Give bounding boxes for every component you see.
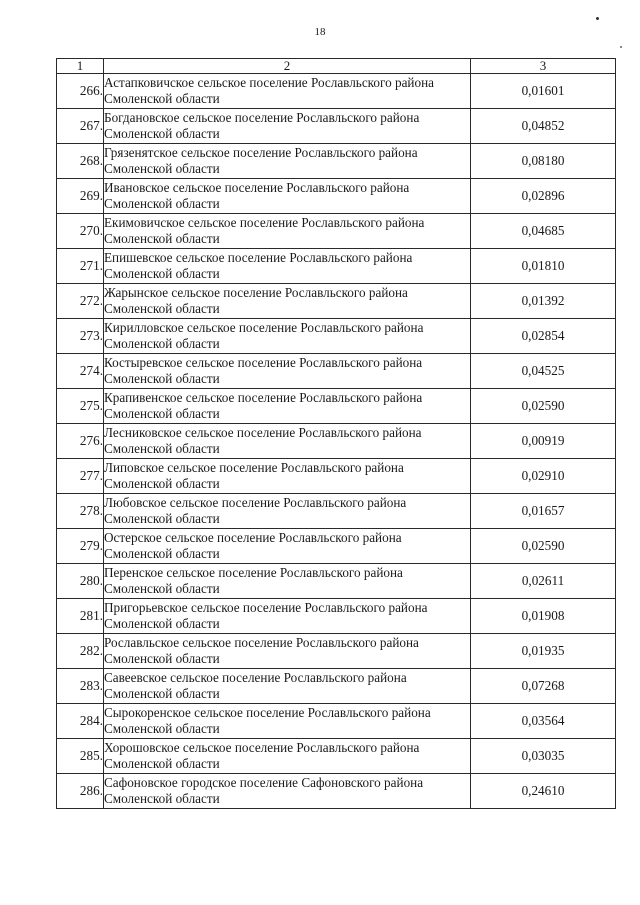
row-number: 267. — [57, 109, 104, 144]
settlement-name: Пригорьевское сельское поселение Рославльского района Смоленской области — [104, 599, 471, 634]
row-number: 272. — [57, 284, 104, 319]
row-number: 270. — [57, 214, 104, 249]
settlement-name: Астапковичское сельское поселение Рославльского района Смоленской области — [104, 74, 471, 109]
settlement-name: Лесниковское сельское поселение Рославльского района Смоленской области — [104, 424, 471, 459]
table-row — [57, 214, 616, 249]
coefficient-value: 0,02910 — [471, 459, 616, 494]
header-col-3: 3 — [471, 59, 616, 74]
settlement-name: Крапивенское сельское поселение Рославльского района Смоленской области — [104, 389, 471, 424]
row-number: 283. — [57, 669, 104, 704]
row-number: 280. — [57, 564, 104, 599]
coefficient-value: 0,04685 — [471, 214, 616, 249]
settlement-name: Ивановское сельское поселение Рославльского района Смоленской области — [104, 179, 471, 214]
settlement-name: Сафоновское городское поселение Сафоновского района Смоленской области — [104, 774, 471, 809]
row-number: 276. — [57, 424, 104, 459]
coefficient-value: 0,00919 — [471, 424, 616, 459]
settlement-name: Перенское сельское поселение Рославльского района Смоленской области — [104, 564, 471, 599]
row-number: 285. — [57, 739, 104, 774]
row-number: 268. — [57, 144, 104, 179]
settlement-name: Епишевское сельское поселение Рославльского района Смоленской области — [104, 249, 471, 284]
coefficient-value: 0,01392 — [471, 284, 616, 319]
coefficient-value: 0,02854 — [471, 319, 616, 354]
settlement-name: Жарынское сельское поселение Рославльского района Смоленской области — [104, 284, 471, 319]
row-number: 282. — [57, 634, 104, 669]
table-row — [57, 249, 616, 284]
settlement-name: Савеевское сельское поселение Рославльского района Смоленской области — [104, 669, 471, 704]
settlements-table — [56, 58, 616, 809]
table-row — [57, 669, 616, 704]
settlement-name: Костыревское сельское поселение Рославльского района Смоленской области — [104, 354, 471, 389]
row-number: 271. — [57, 249, 104, 284]
row-number: 278. — [57, 494, 104, 529]
settlement-name: Любовское сельское поселение Рославльского района Смоленской области — [104, 494, 471, 529]
coefficient-value: 0,01657 — [471, 494, 616, 529]
table-row — [57, 354, 616, 389]
coefficient-value: 0,08180 — [471, 144, 616, 179]
settlement-name: Грязенятское сельское поселение Рославльского района Смоленской области — [104, 144, 471, 179]
table-row — [57, 144, 616, 179]
settlement-name: Липовское сельское поселение Рославльского района Смоленской области — [104, 459, 471, 494]
table-row — [57, 704, 616, 739]
row-number: 274. — [57, 354, 104, 389]
coefficient-value: 0,01935 — [471, 634, 616, 669]
table-row — [57, 179, 616, 214]
coefficient-value: 0,04525 — [471, 354, 616, 389]
row-number: 275. — [57, 389, 104, 424]
scan-speck — [620, 46, 622, 48]
table-row — [57, 389, 616, 424]
row-number: 286. — [57, 774, 104, 809]
row-number: 279. — [57, 529, 104, 564]
settlement-name: Богдановское сельское поселение Рославльского района Смоленской области — [104, 109, 471, 144]
coefficient-value: 0,03035 — [471, 739, 616, 774]
settlement-name: Рославльское сельское поселение Рославльского района Смоленской области — [104, 634, 471, 669]
table-row — [57, 109, 616, 144]
settlement-name: Остерское сельское поселение Рославльского района Смоленской области — [104, 529, 471, 564]
header-col-1: 1 — [57, 59, 104, 74]
row-number: 273. — [57, 319, 104, 354]
table-row — [57, 74, 616, 109]
coefficient-value: 0,01601 — [471, 74, 616, 109]
table-row — [57, 284, 616, 319]
coefficient-value: 0,01908 — [471, 599, 616, 634]
coefficient-value: 0,24610 — [471, 774, 616, 809]
row-number: 284. — [57, 704, 104, 739]
table-row — [57, 459, 616, 494]
settlement-name: Екимовичское сельское поселение Рославльского района Смоленской области — [104, 214, 471, 249]
scan-speck — [596, 17, 599, 20]
table-row — [57, 739, 616, 774]
coefficient-value: 0,02611 — [471, 564, 616, 599]
header-col-2: 2 — [104, 59, 471, 74]
coefficient-value: 0,02590 — [471, 389, 616, 424]
coefficient-value: 0,02896 — [471, 179, 616, 214]
page-number: 18 — [314, 26, 326, 38]
row-number: 281. — [57, 599, 104, 634]
table-row — [57, 599, 616, 634]
table-row — [57, 494, 616, 529]
settlement-name: Кирилловское сельское поселение Рославльского района Смоленской области — [104, 319, 471, 354]
table-row — [57, 529, 616, 564]
coefficient-value: 0,03564 — [471, 704, 616, 739]
coefficient-value: 0,04852 — [471, 109, 616, 144]
row-number: 266. — [57, 74, 104, 109]
settlement-name: Хорошовское сельское поселение Рославльского района Смоленской области — [104, 739, 471, 774]
coefficient-value: 0,01810 — [471, 249, 616, 284]
table-row — [57, 634, 616, 669]
table-row — [57, 774, 616, 809]
table-row — [57, 319, 616, 354]
table-row — [57, 424, 616, 459]
settlement-name: Сырокоренское сельское поселение Рославльского района Смоленской области — [104, 704, 471, 739]
table-row — [57, 564, 616, 599]
coefficient-value: 0,07268 — [471, 669, 616, 704]
row-number: 277. — [57, 459, 104, 494]
row-number: 269. — [57, 179, 104, 214]
coefficient-value: 0,02590 — [471, 529, 616, 564]
header-row — [57, 59, 616, 74]
